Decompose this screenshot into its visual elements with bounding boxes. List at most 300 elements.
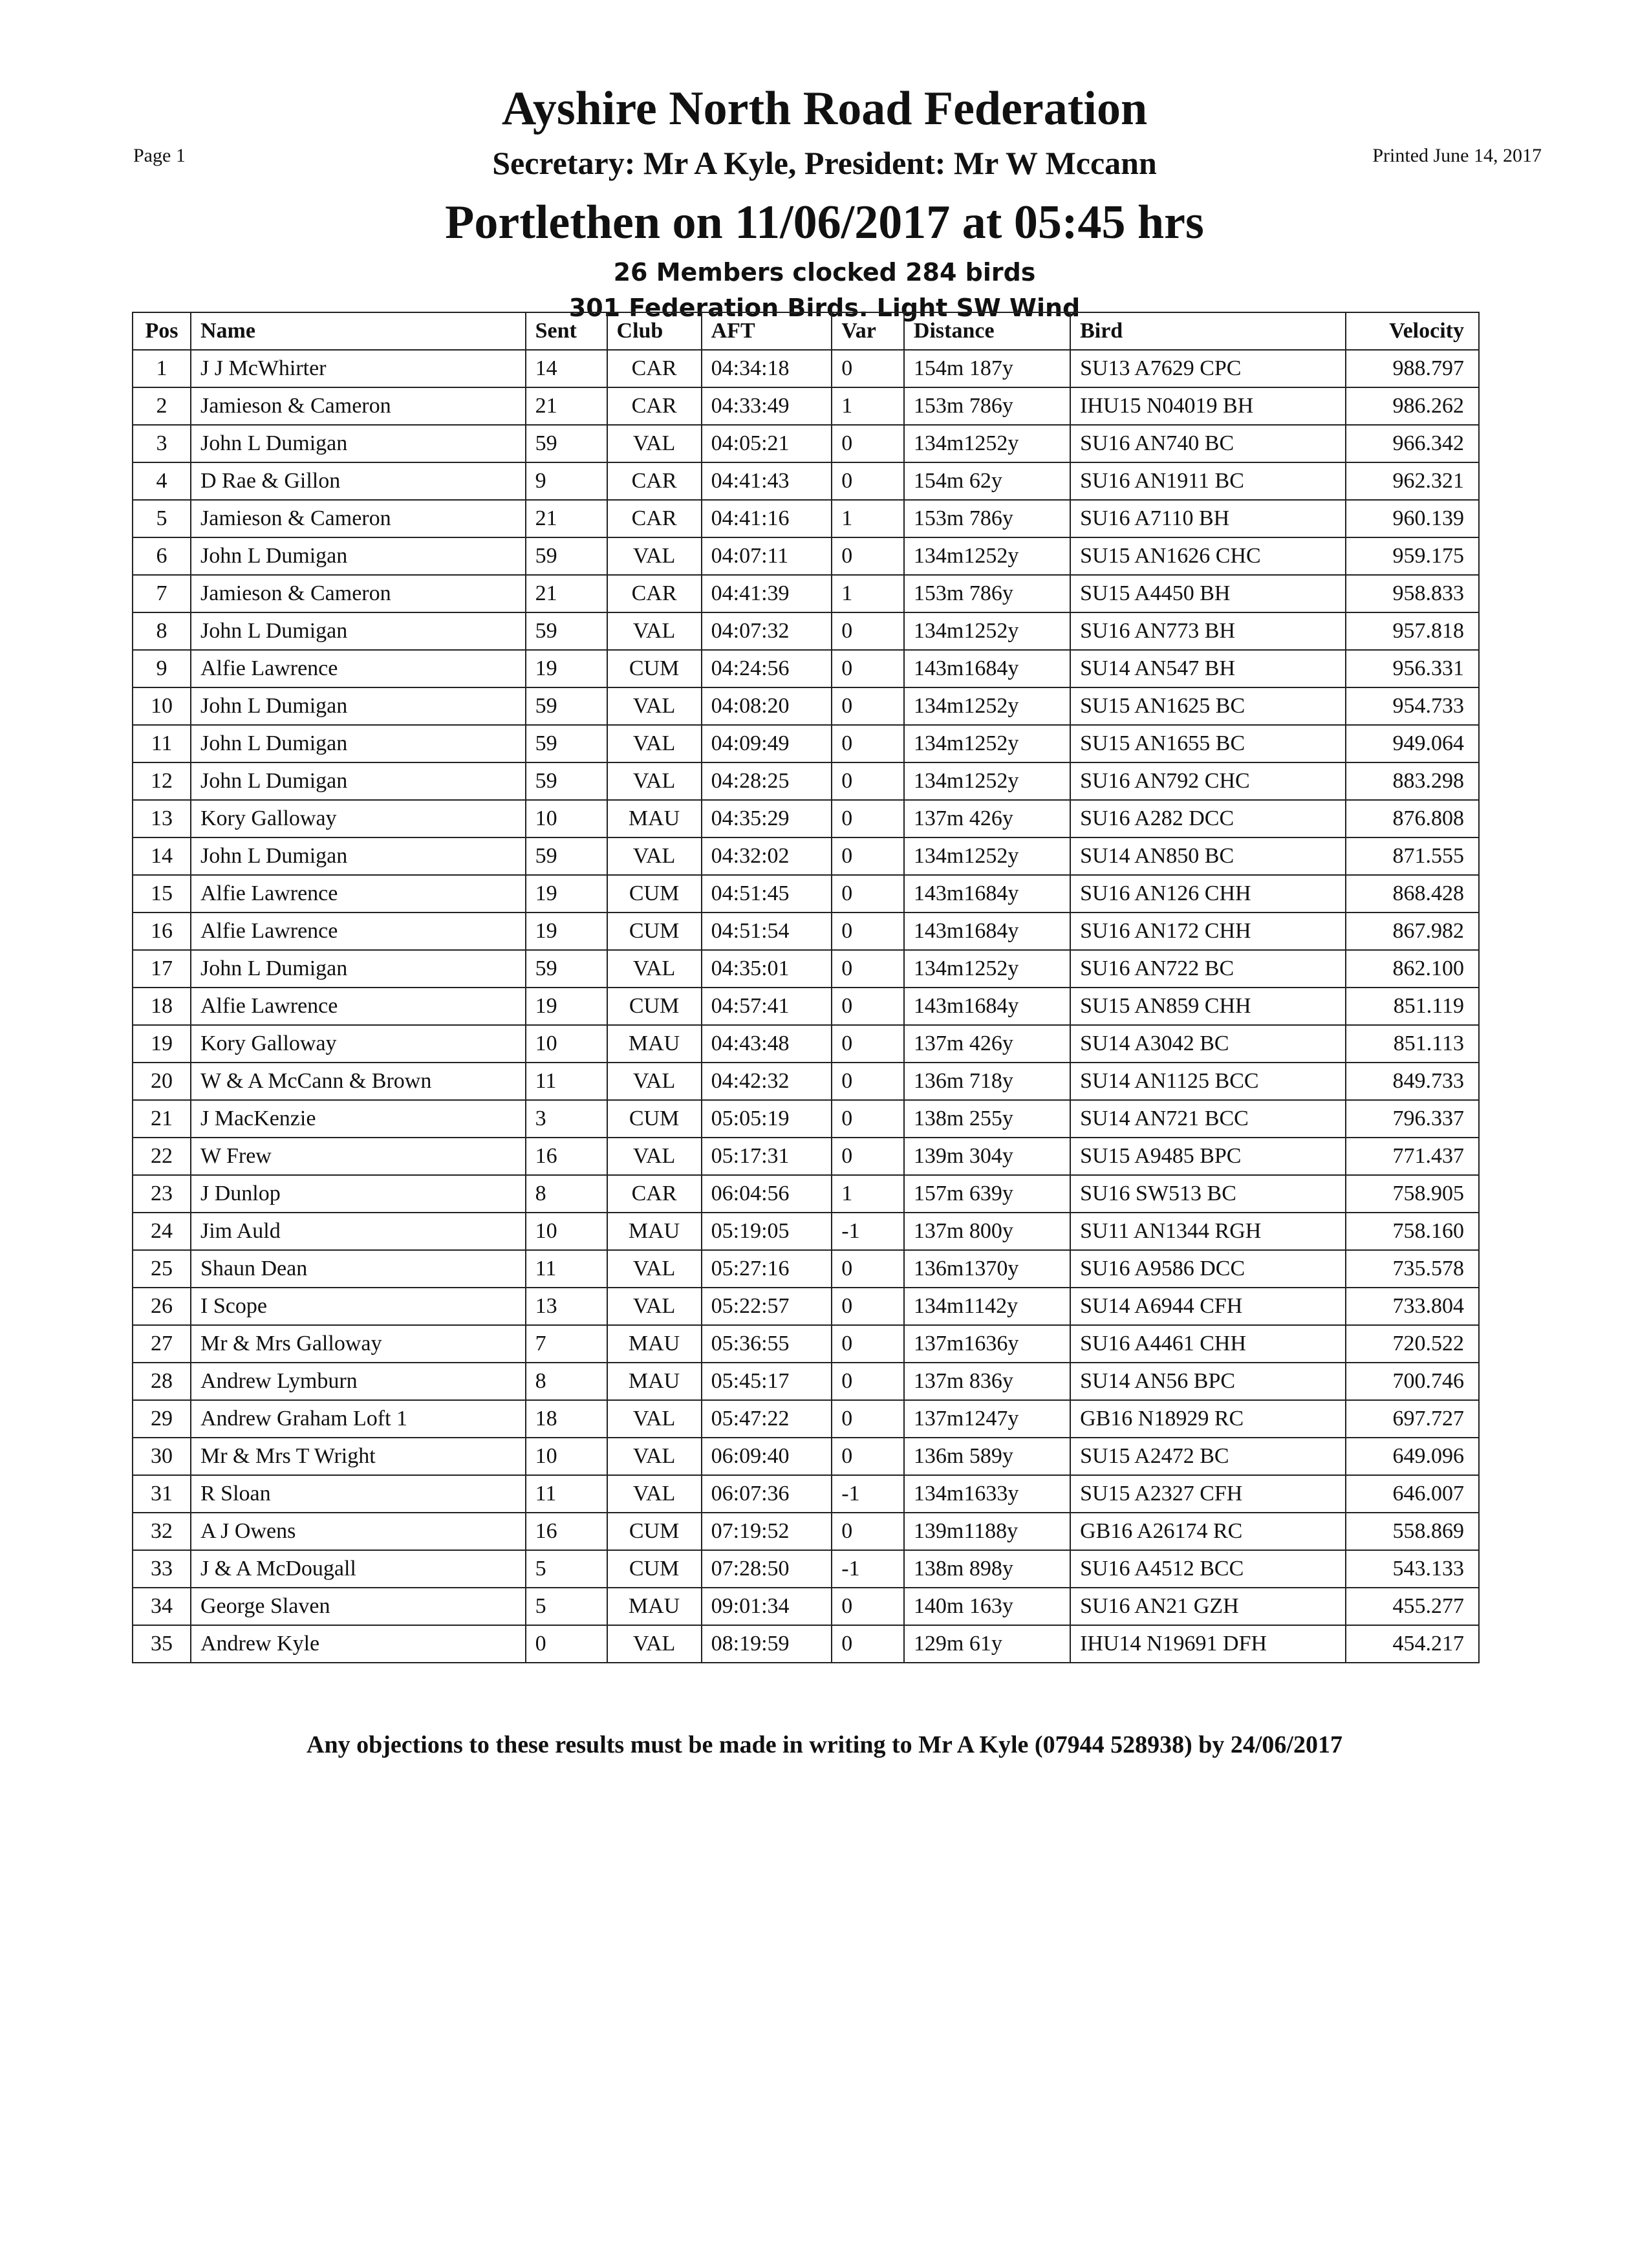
aft-cell: 04:57:41 [702, 988, 832, 1025]
pos-cell: 2 [133, 387, 191, 425]
pos-cell: 6 [133, 537, 191, 575]
name-cell: Alfie Lawrence [191, 913, 526, 950]
aft-cell: 04:35:29 [702, 800, 832, 837]
distance-cell: 139m 304y [904, 1138, 1070, 1175]
bird-cell: SU16 AN1911 BC [1070, 462, 1346, 500]
name-cell: J & A McDougall [191, 1550, 526, 1588]
name-cell: Alfie Lawrence [191, 650, 526, 687]
table-row [133, 1400, 1479, 1438]
distance-cell: 143m1684y [904, 875, 1070, 913]
club-cell: VAL [607, 1288, 702, 1325]
club-cell: VAL [607, 1400, 702, 1438]
sent-cell: 59 [526, 612, 607, 650]
name-cell: Jamieson & Cameron [191, 387, 526, 425]
club-cell: CAR [607, 387, 702, 425]
sent-cell: 10 [526, 1438, 607, 1475]
velocity-cell: 960.139 [1346, 500, 1479, 537]
name-cell: George Slaven [191, 1588, 526, 1625]
results-table [132, 312, 1480, 1663]
velocity-cell: 455.277 [1346, 1588, 1479, 1625]
var-cell: 0 [832, 425, 904, 462]
bird-cell: SU16 AN792 CHC [1070, 762, 1346, 800]
column-header-pos: Pos [133, 312, 191, 350]
aft-cell: 04:35:01 [702, 950, 832, 988]
bird-cell: SU14 AN547 BH [1070, 650, 1346, 687]
name-cell: Shaun Dean [191, 1250, 526, 1288]
aft-cell: 04:43:48 [702, 1025, 832, 1063]
table-row [133, 762, 1479, 800]
sent-cell: 10 [526, 1213, 607, 1250]
sent-cell: 21 [526, 575, 607, 612]
distance-cell: 134m1252y [904, 537, 1070, 575]
velocity-cell: 959.175 [1346, 537, 1479, 575]
club-cell: CAR [607, 575, 702, 612]
pos-cell: 29 [133, 1400, 191, 1438]
var-cell: 0 [832, 650, 904, 687]
pos-cell: 17 [133, 950, 191, 988]
table-row [133, 1625, 1479, 1663]
bird-cell: SU14 A3042 BC [1070, 1025, 1346, 1063]
name-cell: Jamieson & Cameron [191, 500, 526, 537]
var-cell: 1 [832, 387, 904, 425]
distance-cell: 134m1252y [904, 725, 1070, 762]
name-cell: I Scope [191, 1288, 526, 1325]
var-cell: 0 [832, 537, 904, 575]
distance-cell: 134m1142y [904, 1288, 1070, 1325]
table-row [133, 1325, 1479, 1363]
name-cell: John L Dumigan [191, 687, 526, 725]
clocked-summary: 26 Members clocked 284 birds [613, 258, 1036, 286]
table-row [133, 687, 1479, 725]
sent-cell: 7 [526, 1325, 607, 1363]
aft-cell: 04:41:39 [702, 575, 832, 612]
pos-cell: 27 [133, 1325, 191, 1363]
page-number: Page 1 [133, 145, 186, 166]
club-cell: VAL [607, 612, 702, 650]
distance-cell: 154m 62y [904, 462, 1070, 500]
bird-cell: SU14 A6944 CFH [1070, 1288, 1346, 1325]
aft-cell: 04:51:54 [702, 913, 832, 950]
club-cell: VAL [607, 1475, 702, 1513]
table-row [133, 1513, 1479, 1550]
bird-cell: SU16 AN773 BH [1070, 612, 1346, 650]
velocity-cell: 956.331 [1346, 650, 1479, 687]
pos-cell: 9 [133, 650, 191, 687]
aft-cell: 08:19:59 [702, 1625, 832, 1663]
name-cell: D Rae & Gillon [191, 462, 526, 500]
distance-cell: 129m 61y [904, 1625, 1070, 1663]
table-row [133, 1250, 1479, 1288]
bird-cell: SU16 AN126 CHH [1070, 875, 1346, 913]
column-header-distance: Distance [904, 312, 1070, 350]
sent-cell: 59 [526, 950, 607, 988]
aft-cell: 05:19:05 [702, 1213, 832, 1250]
aft-cell: 04:51:45 [702, 875, 832, 913]
table-row [133, 575, 1479, 612]
club-cell: VAL [607, 837, 702, 875]
distance-cell: 137m 426y [904, 1025, 1070, 1063]
table-row [133, 1025, 1479, 1063]
column-header-bird: Bird [1070, 312, 1346, 350]
club-cell: VAL [607, 725, 702, 762]
pos-cell: 5 [133, 500, 191, 537]
aft-cell: 04:08:20 [702, 687, 832, 725]
velocity-cell: 735.578 [1346, 1250, 1479, 1288]
velocity-cell: 758.905 [1346, 1175, 1479, 1213]
pos-cell: 20 [133, 1063, 191, 1100]
name-cell: Mr & Mrs Galloway [191, 1325, 526, 1363]
aft-cell: 05:45:17 [702, 1363, 832, 1400]
velocity-cell: 988.797 [1346, 350, 1479, 387]
club-cell: MAU [607, 1588, 702, 1625]
bird-cell: SU15 A4450 BH [1070, 575, 1346, 612]
pos-cell: 21 [133, 1100, 191, 1138]
bird-cell: SU16 A4461 CHH [1070, 1325, 1346, 1363]
column-header-velocity: Velocity [1346, 312, 1479, 350]
pos-cell: 30 [133, 1438, 191, 1475]
sent-cell: 10 [526, 1025, 607, 1063]
name-cell: Andrew Graham Loft 1 [191, 1400, 526, 1438]
name-cell: R Sloan [191, 1475, 526, 1513]
sent-cell: 10 [526, 800, 607, 837]
printed-date: Printed June 14, 2017 [1372, 145, 1542, 166]
var-cell: 0 [832, 612, 904, 650]
velocity-cell: 454.217 [1346, 1625, 1479, 1663]
velocity-cell: 649.096 [1346, 1438, 1479, 1475]
sent-cell: 19 [526, 913, 607, 950]
pos-cell: 15 [133, 875, 191, 913]
distance-cell: 143m1684y [904, 913, 1070, 950]
club-cell: CUM [607, 1550, 702, 1588]
objections-note: Any objections to these results must be made in writing to Mr A Kyle (07944 528938) by 24/06/2017 [307, 1731, 1342, 1758]
var-cell: 0 [832, 687, 904, 725]
var-cell: 0 [832, 837, 904, 875]
name-cell: W Frew [191, 1138, 526, 1175]
bird-cell: IHU14 N19691 DFH [1070, 1625, 1346, 1663]
distance-cell: 154m 187y [904, 350, 1070, 387]
distance-cell: 134m1252y [904, 950, 1070, 988]
sent-cell: 0 [526, 1625, 607, 1663]
table-header-row [133, 312, 1479, 350]
bird-cell: SU16 AN172 CHH [1070, 913, 1346, 950]
velocity-cell: 697.727 [1346, 1400, 1479, 1438]
bird-cell: SU11 AN1344 RGH [1070, 1213, 1346, 1250]
aft-cell: 05:36:55 [702, 1325, 832, 1363]
distance-cell: 136m 589y [904, 1438, 1070, 1475]
distance-cell: 138m 255y [904, 1100, 1070, 1138]
sent-cell: 59 [526, 537, 607, 575]
name-cell: John L Dumigan [191, 612, 526, 650]
column-header-var: Var [832, 312, 904, 350]
distance-cell: 137m 800y [904, 1213, 1070, 1250]
aft-cell: 05:05:19 [702, 1100, 832, 1138]
sent-cell: 59 [526, 837, 607, 875]
sent-cell: 19 [526, 650, 607, 687]
club-cell: VAL [607, 1625, 702, 1663]
club-cell: CUM [607, 875, 702, 913]
bird-cell: SU15 A2472 BC [1070, 1438, 1346, 1475]
distance-cell: 153m 786y [904, 387, 1070, 425]
table-row [133, 800, 1479, 837]
var-cell: 0 [832, 988, 904, 1025]
sent-cell: 59 [526, 687, 607, 725]
distance-cell: 143m1684y [904, 650, 1070, 687]
club-cell: CUM [607, 1100, 702, 1138]
name-cell: J Dunlop [191, 1175, 526, 1213]
club-cell: MAU [607, 1363, 702, 1400]
club-cell: VAL [607, 762, 702, 800]
club-cell: CAR [607, 1175, 702, 1213]
pos-cell: 1 [133, 350, 191, 387]
velocity-cell: 958.833 [1346, 575, 1479, 612]
var-cell: 0 [832, 725, 904, 762]
pos-cell: 32 [133, 1513, 191, 1550]
var-cell: 0 [832, 1400, 904, 1438]
bird-cell: IHU15 N04019 BH [1070, 387, 1346, 425]
sent-cell: 14 [526, 350, 607, 387]
distance-cell: 137m 426y [904, 800, 1070, 837]
aft-cell: 04:41:16 [702, 500, 832, 537]
pos-cell: 35 [133, 1625, 191, 1663]
velocity-cell: 851.113 [1346, 1025, 1479, 1063]
bird-cell: SU15 AN1625 BC [1070, 687, 1346, 725]
velocity-cell: 851.119 [1346, 988, 1479, 1025]
aft-cell: 04:07:32 [702, 612, 832, 650]
aft-cell: 04:24:56 [702, 650, 832, 687]
distance-cell: 153m 786y [904, 575, 1070, 612]
var-cell: 0 [832, 875, 904, 913]
sent-cell: 59 [526, 725, 607, 762]
velocity-cell: 871.555 [1346, 837, 1479, 875]
table-row [133, 1588, 1479, 1625]
table-row [133, 913, 1479, 950]
club-cell: VAL [607, 1063, 702, 1100]
bird-cell: SU14 AN850 BC [1070, 837, 1346, 875]
pos-cell: 22 [133, 1138, 191, 1175]
distance-cell: 137m1636y [904, 1325, 1070, 1363]
results-body [133, 350, 1479, 1663]
var-cell: 1 [832, 1175, 904, 1213]
var-cell: 0 [832, 1100, 904, 1138]
aft-cell: 04:05:21 [702, 425, 832, 462]
aft-cell: 04:42:32 [702, 1063, 832, 1100]
velocity-cell: 966.342 [1346, 425, 1479, 462]
name-cell: John L Dumigan [191, 762, 526, 800]
velocity-cell: 867.982 [1346, 913, 1479, 950]
var-cell: 0 [832, 1025, 904, 1063]
distance-cell: 138m 898y [904, 1550, 1070, 1588]
pos-cell: 26 [133, 1288, 191, 1325]
distance-cell: 139m1188y [904, 1513, 1070, 1550]
distance-cell: 143m1684y [904, 988, 1070, 1025]
var-cell: 0 [832, 1063, 904, 1100]
name-cell: John L Dumigan [191, 425, 526, 462]
velocity-cell: 957.818 [1346, 612, 1479, 650]
sent-cell: 18 [526, 1400, 607, 1438]
aft-cell: 05:27:16 [702, 1250, 832, 1288]
name-cell: Jamieson & Cameron [191, 575, 526, 612]
club-cell: VAL [607, 1138, 702, 1175]
aft-cell: 05:47:22 [702, 1400, 832, 1438]
var-cell: -1 [832, 1213, 904, 1250]
club-cell: MAU [607, 1213, 702, 1250]
velocity-cell: 558.869 [1346, 1513, 1479, 1550]
club-cell: VAL [607, 950, 702, 988]
pos-cell: 11 [133, 725, 191, 762]
bird-cell: SU14 AN721 BCC [1070, 1100, 1346, 1138]
var-cell: 0 [832, 1138, 904, 1175]
column-header-club: Club [607, 312, 702, 350]
pos-cell: 13 [133, 800, 191, 837]
aft-cell: 04:33:49 [702, 387, 832, 425]
club-cell: MAU [607, 1025, 702, 1063]
name-cell: John L Dumigan [191, 837, 526, 875]
velocity-cell: 986.262 [1346, 387, 1479, 425]
velocity-cell: 700.746 [1346, 1363, 1479, 1400]
distance-cell: 137m1247y [904, 1400, 1070, 1438]
table-row [133, 1475, 1479, 1513]
velocity-cell: 883.298 [1346, 762, 1479, 800]
sent-cell: 9 [526, 462, 607, 500]
sent-cell: 16 [526, 1513, 607, 1550]
name-cell: Kory Galloway [191, 1025, 526, 1063]
aft-cell: 04:32:02 [702, 837, 832, 875]
federation-birds-summary: 301 Federation Birds. Light SW Wind [568, 294, 1081, 322]
table-row [133, 1288, 1479, 1325]
table-row [133, 350, 1479, 387]
pos-cell: 7 [133, 575, 191, 612]
bird-cell: SU14 AN1125 BCC [1070, 1063, 1346, 1100]
name-cell: Andrew Lymburn [191, 1363, 526, 1400]
aft-cell: 06:07:36 [702, 1475, 832, 1513]
distance-cell: 134m1633y [904, 1475, 1070, 1513]
name-cell: W & A McCann & Brown [191, 1063, 526, 1100]
distance-cell: 134m1252y [904, 762, 1070, 800]
var-cell: 0 [832, 350, 904, 387]
bird-cell: SU15 A2327 CFH [1070, 1475, 1346, 1513]
pos-cell: 28 [133, 1363, 191, 1400]
distance-cell: 134m1252y [904, 425, 1070, 462]
var-cell: 0 [832, 1250, 904, 1288]
bird-cell: SU13 A7629 CPC [1070, 350, 1346, 387]
name-cell: A J Owens [191, 1513, 526, 1550]
sent-cell: 11 [526, 1250, 607, 1288]
name-cell: Alfie Lawrence [191, 875, 526, 913]
name-cell: John L Dumigan [191, 537, 526, 575]
club-cell: VAL [607, 1250, 702, 1288]
pos-cell: 19 [133, 1025, 191, 1063]
sent-cell: 5 [526, 1588, 607, 1625]
velocity-cell: 876.808 [1346, 800, 1479, 837]
club-cell: VAL [607, 425, 702, 462]
bird-cell: SU15 AN859 CHH [1070, 988, 1346, 1025]
var-cell: 0 [832, 800, 904, 837]
bird-cell: SU16 AN21 GZH [1070, 1588, 1346, 1625]
sent-cell: 5 [526, 1550, 607, 1588]
federation-title: Ayshire North Road Federation [501, 82, 1148, 135]
aft-cell: 06:09:40 [702, 1438, 832, 1475]
bird-cell: SU16 AN722 BC [1070, 950, 1346, 988]
officers-line: Secretary: Mr A Kyle, President: Mr W Mccann [492, 145, 1157, 181]
var-cell: 0 [832, 950, 904, 988]
aft-cell: 04:07:11 [702, 537, 832, 575]
pos-cell: 8 [133, 612, 191, 650]
sent-cell: 8 [526, 1175, 607, 1213]
pos-cell: 10 [133, 687, 191, 725]
aft-cell: 05:17:31 [702, 1138, 832, 1175]
bird-cell: SU14 AN56 BPC [1070, 1363, 1346, 1400]
table-row [133, 537, 1479, 575]
velocity-cell: 543.133 [1346, 1550, 1479, 1588]
table-row [133, 725, 1479, 762]
sent-cell: 59 [526, 762, 607, 800]
var-cell: 0 [832, 1363, 904, 1400]
table-row [133, 1063, 1479, 1100]
distance-cell: 157m 639y [904, 1175, 1070, 1213]
table-row [133, 875, 1479, 913]
aft-cell: 07:19:52 [702, 1513, 832, 1550]
velocity-cell: 733.804 [1346, 1288, 1479, 1325]
table-row [133, 462, 1479, 500]
sent-cell: 11 [526, 1475, 607, 1513]
distance-cell: 137m 836y [904, 1363, 1070, 1400]
pos-cell: 25 [133, 1250, 191, 1288]
pos-cell: 34 [133, 1588, 191, 1625]
table-row [133, 950, 1479, 988]
velocity-cell: 954.733 [1346, 687, 1479, 725]
aft-cell: 04:09:49 [702, 725, 832, 762]
table-row [133, 425, 1479, 462]
club-cell: VAL [607, 537, 702, 575]
table-row [133, 1138, 1479, 1175]
var-cell: 0 [832, 913, 904, 950]
club-cell: CUM [607, 913, 702, 950]
velocity-cell: 949.064 [1346, 725, 1479, 762]
name-cell: Andrew Kyle [191, 1625, 526, 1663]
club-cell: CUM [607, 1513, 702, 1550]
var-cell: 1 [832, 575, 904, 612]
sent-cell: 21 [526, 500, 607, 537]
distance-cell: 134m1252y [904, 837, 1070, 875]
pos-cell: 23 [133, 1175, 191, 1213]
velocity-cell: 646.007 [1346, 1475, 1479, 1513]
pos-cell: 12 [133, 762, 191, 800]
aft-cell: 09:01:34 [702, 1588, 832, 1625]
bird-cell: SU15 A9485 BPC [1070, 1138, 1346, 1175]
distance-cell: 134m1252y [904, 612, 1070, 650]
column-header-aft: AFT [702, 312, 832, 350]
bird-cell: SU16 SW513 BC [1070, 1175, 1346, 1213]
var-cell: 0 [832, 1325, 904, 1363]
table-row [133, 1550, 1479, 1588]
var-cell: 1 [832, 500, 904, 537]
aft-cell: 07:28:50 [702, 1550, 832, 1588]
name-cell: John L Dumigan [191, 725, 526, 762]
table-row [133, 1175, 1479, 1213]
bird-cell: SU16 A9586 DCC [1070, 1250, 1346, 1288]
sent-cell: 19 [526, 875, 607, 913]
table-row [133, 1100, 1479, 1138]
distance-cell: 134m1252y [904, 687, 1070, 725]
name-cell: Jim Auld [191, 1213, 526, 1250]
bird-cell: SU15 AN1655 BC [1070, 725, 1346, 762]
distance-cell: 136m 718y [904, 1063, 1070, 1100]
name-cell: J MacKenzie [191, 1100, 526, 1138]
velocity-cell: 962.321 [1346, 462, 1479, 500]
velocity-cell: 758.160 [1346, 1213, 1479, 1250]
pos-cell: 16 [133, 913, 191, 950]
table-row [133, 1213, 1479, 1250]
